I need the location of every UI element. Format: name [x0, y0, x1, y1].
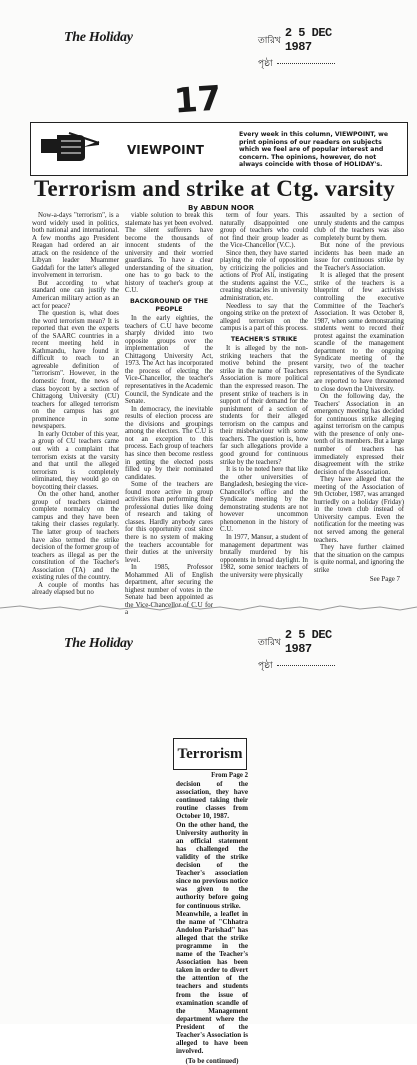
paragraph: But according to what standard one can justify the American military action as an act for peace?	[32, 279, 119, 310]
paragraph: They have alleged that the meeting of the Association of 9th October, 1987, was arranged hurriedly on a holiday (Friday) in the town club instead of University campus. Even the notification for the meeting was not served among the general teachers.	[314, 476, 404, 544]
see-page-note: See Page 7	[369, 576, 400, 584]
paragraph: But none of the previous incidents has been made an issue for continuous strike by the Teacher's Association.	[314, 242, 404, 272]
paragraph: On the following day, the Teachers' Association in an emergency meeting has decided for continuous strike alleging against terrorism on the campus with the presence of only one-tenth of its members. But a large number of teachers has immediately expressed their disagreement with the strike decision of the Association.	[314, 393, 405, 476]
torn-edge	[0, 604, 417, 612]
paragraph: In 1985, Professor Mohammed Ali of English department, after securing the highest number of votes in the Senate had been appointed as the Vice-Chancellor of C.U for a	[125, 564, 213, 617]
paragraph: assaulted by a section of unruly students and the campus club of the teachers was also completely burnt by them.	[314, 212, 404, 242]
col2-subheading: BACKGROUND OF THE PEOPLE	[129, 298, 209, 313]
article-column-3	[220, 212, 308, 602]
col2-paragraphs-a	[125, 212, 213, 295]
publication-title: The Holiday	[64, 30, 133, 45]
stamp-label-page-2: পৃষ্ঠা	[258, 661, 273, 671]
publication-title-2: The Holiday	[64, 636, 133, 651]
stamp-date: 2 5 DEC 1987	[284, 26, 332, 54]
date-stamp-2	[258, 628, 354, 673]
paragraph: On the other hand, the University authority in an official statement has challenged the validity of the strike decision of the Teacher's association since no previous notice was given to the authority before going for continuous strike.	[176, 820, 248, 910]
continuation-paragraphs	[176, 780, 248, 1055]
stamp-label-date-2: তারিখ	[258, 637, 281, 648]
stamp-label-page: পৃষ্ঠা	[258, 59, 273, 69]
paragraph: viable solution to break this stalemate has yet been evolved. The silent sufferers have become the thousands of innocent students of the university and their worried guardians. To have a clear understanding of the situation, one has to go back to the history of teacher's group at C.U.	[125, 212, 213, 295]
col2-paragraphs-b	[125, 315, 213, 617]
fist-pen-icon	[39, 127, 101, 167]
paragraph: On the other hand, another group of teachers claimed complete normalcy on the campus and they have been taking their classes regularly. The latter group of teachers have also termed the strike decision of the former group of teachers as illegal as per the constitution of the Teacher's Association (TA) and the existing rules of the country.	[32, 491, 119, 582]
paragraph: It is alleged by the non-striking teachers that the motive behind the present strike in the name of Teachers Association is more political than the expressed reason. The present strike of teachers is in support of their demand for the punishment of a section of students for their alleged terrorism on the campus and their misbehaviour with some teachers. The question is, how far such allegations provide a good ground for continuous strike by the teachers?	[220, 345, 308, 466]
stamp-label-date: তারিখ	[258, 35, 281, 46]
viewpoint-banner	[30, 122, 408, 176]
paragraph: The question is, what does the word terrorism mean? It is reported that even the experts of the SAARC countries in a recent meeting held in Kathmandu, have found it difficult to reach to an agreeable definition of "terrorism". However, in the domestic front, the news of class boycott by a section of Chittagong University (CU) teachers for alleged terrorism on the campus has got prominence in some newspapers.	[32, 310, 119, 431]
paragraph: It is alleged that the present strike of the teachers is a blueprint of few activists controlling the executive Committee of the Teacher's Association. It was October 8, 1987, when some demonstrating students went to record their protest against the examination scandle of the management department to the ongoing Syndicate meeting of the varsity, two of the teacher representatives of the Syndicate are reported to have threatened to close down the University.	[314, 272, 404, 393]
paragraph: term of four years. This naturally disappointed one group of teachers who could not find their group leader as the Vice-Chancellor (V.C.).	[220, 212, 308, 250]
article-headline: Terrorism and strike at Ctg. varsity	[34, 176, 395, 201]
stamp-page-line-2	[277, 665, 335, 666]
handwritten-number: 17	[172, 78, 223, 122]
paragraph: Needless to say that the ongoing strike on the pretext of alleged terrorism on the campus is a part of this process.	[220, 302, 308, 333]
date-stamp	[258, 26, 354, 71]
to-be-continued: (To be continued)	[185, 1057, 239, 1065]
paragraph: Since then, they have started playing the role of opposition by criticizing the policies and actions of Prof Ali, instigating the students against the V.C., creating obstacles in university administration, etc.	[220, 249, 308, 303]
publication-name	[64, 30, 133, 46]
continuation-from-page: From Page 2	[211, 772, 248, 779]
paragraph: In democracy, the inevitable results of election process are the divisions and groupings among the electors. The C.U is not an exception to this process. Each group of teachers has since then become restless in getting the elected posts filled up by their nominated candidates.	[125, 405, 213, 481]
article-column-4	[314, 212, 404, 602]
paragraph: They have further claimed that the situation on the campus is quite normal, and ignoring the strike	[314, 544, 404, 574]
publication-name-2	[64, 636, 133, 652]
col1-paragraphs	[32, 212, 119, 597]
paragraph: decision of the association, they have continued taking their routine classes from October 10, 1987.	[176, 780, 248, 821]
stamp-date-2: 2 5 DEC 1987	[284, 628, 332, 656]
paragraph: A couple of months has already elapsed but no	[32, 581, 119, 597]
paragraph: In 1977, Mansur, a student of management department was brutally murdered by his opponents in broad daylight. In 1982, some senior teachers of the university were physically	[220, 533, 308, 579]
paragraph: It is to be noted here that like the other universities of Bangladesh, besieging the vice-Chancellor's office and the Syndicate meeting by the demonstrating students are not however uncommon phenomenon in the history of C.U.	[220, 466, 308, 534]
col4-paragraphs	[314, 212, 404, 574]
article-byline: By ABDUN NOOR	[188, 204, 255, 212]
article-column-2	[125, 212, 213, 617]
paragraph: Some of the teachers are found more active in group activities than performing their professional duties like doing of research and taking of classes. Hardly anybody cares for this opportunity cost since there is no system of making the teachers accountable for their duties at the university level.	[125, 481, 213, 564]
viewpoint-note: Every week in this column, VIEWPOINT, we print opinions of our readers on subjects which we feel are of popular interest and concern. The opinions, however, do not always coincide with those of HOLIDAY's.	[239, 131, 389, 168]
stamp-page-line	[277, 63, 335, 64]
viewpoint-label: VIEWPOINT	[127, 143, 204, 157]
continuation-column	[176, 772, 248, 1065]
paragraph: In the early eighties, the teachers of C.U have become sharply divided into two opposite groups over the implementation of the Chittagong University Act, 1973. The Act has incorporated the process of electing the Vice-Chancellor, the teacher's representatives in the Academic Council, the Syndicate and the Senate.	[125, 315, 213, 406]
col3-paragraphs-a	[220, 212, 308, 333]
paragraph: In early October of this year, a group of CU teachers came out with a complaint that terrorism exists at the varsity and that until the alleged terrorism is completely eliminated, they would go on boycotting their classes.	[32, 430, 119, 491]
article-column-1	[32, 212, 119, 602]
col3-paragraphs-b	[220, 345, 308, 579]
col3-subheading: TEACHER'S STRIKE	[230, 335, 298, 343]
paragraph: Now-a-days "terrorism", is a word widely used in politics, both national and international. A few months ago President Reagan had ordered an air attack on the residence of the Libyan leader Muammer Gaddafi for the latter's alleged involvement in terrorism.	[32, 212, 119, 280]
continuation-title: Terrorism	[173, 738, 247, 770]
paragraph: Meanwhile, a leaflet in the name of "Chhatra Andolon Parishad" has alleged that the strike programme in the name of the Teacher's Association has been taken in order to divert the attention of the teachers and students from the issue of examination scandle of the Management department where the President of the Teacher's Association is alleged to have been involved.	[176, 909, 248, 1056]
